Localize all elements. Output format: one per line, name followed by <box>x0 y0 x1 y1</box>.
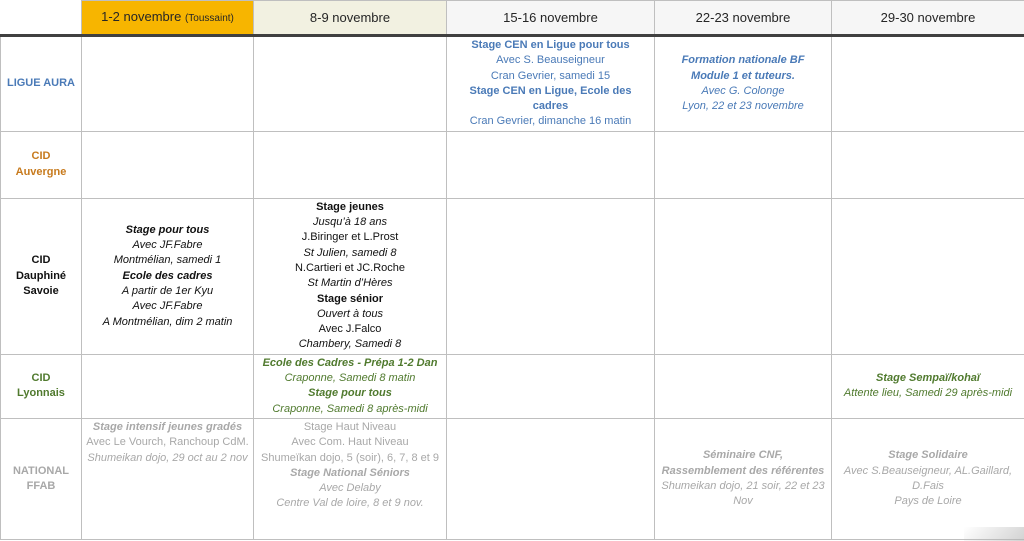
event-line: Séminaire CNF, <box>702 449 784 462</box>
row-cid-auvergne <box>1 131 1024 198</box>
cell-lyonnais-week-2 <box>254 354 447 418</box>
event-line: Avec Le Vourch, Ranchoup CdM. <box>86 436 249 449</box>
event-line: Centre Val de loire, 8 et 9 nov. <box>276 497 424 510</box>
row-label-cid-lyonnais <box>1 354 82 418</box>
cell-national-week-1 <box>82 418 254 539</box>
event-line: Avec J.Falco <box>318 323 382 336</box>
row-label-line: CID <box>31 254 51 267</box>
cell-ligue-aura-week-3 <box>447 36 655 132</box>
event-line: Shumeikan dojo, 21 soir, 22 et 23 Nov <box>661 479 825 508</box>
cell-dauphine-week-3 <box>447 198 655 354</box>
cell-dauphine-week-2 <box>254 198 447 354</box>
event-line: Stage CEN en Ligue pour tous <box>471 39 630 51</box>
event-line: Craponne, Samedi 8 matin <box>284 372 416 385</box>
cell-national-week-2 <box>254 418 447 539</box>
cell-auvergne-week-4 <box>655 131 832 198</box>
event-line: Stage Haut Niveau <box>303 420 397 433</box>
event-line: Stage jeunes <box>316 200 384 213</box>
header-week-5: 29-30 novembre <box>832 1 1024 36</box>
event-line: A partir de 1er Kyu <box>121 284 214 297</box>
event-line: Formation nationale BF <box>681 54 805 67</box>
event-line: Rassemblement des référentes <box>661 464 825 477</box>
page-corner-shadow <box>964 527 1024 541</box>
event-line: Jusqu’à 18 ans <box>313 216 387 229</box>
event-line: Shumeikan dojo, 29 oct au 2 nov <box>87 451 248 464</box>
event-line: Montmélian, samedi 1 <box>113 254 222 267</box>
cell-ligue-aura-week-1 <box>82 36 254 132</box>
event-line: Shumeïkan dojo, 5 (soir), 6, 7, 8 et 9 <box>261 451 439 464</box>
event-line: Stage intensif jeunes gradés <box>92 420 243 433</box>
cell-dauphine-week-4 <box>655 198 832 354</box>
event-line: Avec Com. Haut Niveau <box>291 436 409 449</box>
header-week-4: 22-23 novembre <box>655 1 832 36</box>
event-line: Pays de Loire <box>894 495 962 508</box>
row-cid-dauphine-savoie <box>1 198 1024 354</box>
event-line: Module 1 et tuteurs. <box>691 69 795 82</box>
event-line: Avec G. Colonge <box>701 84 785 97</box>
event-line: Avec S.Beauseigneur, AL.Gaillard, D.Fais <box>843 464 1013 492</box>
cell-auvergne-week-3 <box>447 131 655 198</box>
event-line: Stage Sempaï/kohaï <box>876 372 980 385</box>
header-week-1-note: (Toussaint) <box>184 12 234 24</box>
event-line: Stage sénior <box>316 292 384 305</box>
event-line: Stage pour tous <box>125 223 210 236</box>
cell-ligue-aura-week-4 <box>655 36 832 132</box>
event-line: Lyon, 22 et 23 novembre <box>682 100 804 113</box>
event-line: Ouvert à tous <box>316 307 384 320</box>
event-line: Ecole des Cadres - Prépa 1-2 Dan <box>262 356 438 369</box>
row-label-line: FFAB <box>26 479 56 492</box>
event-line: Cran Gevrier, dimanche 16 matin <box>469 115 632 128</box>
cell-lyonnais-week-1 <box>82 354 254 418</box>
header-week-2: 8-9 novembre <box>254 1 447 36</box>
cell-ligue-aura-week-5 <box>832 36 1024 132</box>
cell-lyonnais-week-4 <box>655 354 832 418</box>
event-line: Avec JF.Fabre <box>132 239 203 252</box>
event-line: Craponne, Samedi 8 après-midi <box>272 402 428 415</box>
cell-dauphine-week-1 <box>82 198 254 354</box>
cell-lyonnais-week-5 <box>832 354 1024 418</box>
event-line: Avec Delaby <box>319 482 381 495</box>
event-line: Stage pour tous <box>308 387 392 400</box>
row-national-ffab <box>1 418 1024 539</box>
event-line: St Martin d’Hères <box>307 277 393 290</box>
cell-auvergne-week-1 <box>82 131 254 198</box>
header-week-1 <box>82 1 254 36</box>
row-label-line: CID <box>31 150 51 163</box>
event-line: Stage National Séniors <box>290 466 410 479</box>
cell-national-week-5 <box>832 418 1024 539</box>
row-label-cid-auvergne <box>1 131 82 198</box>
event-line: Avec S. Beauseigneur <box>496 54 605 67</box>
row-label-line: Dauphiné <box>15 269 67 282</box>
cell-national-week-4 <box>655 418 832 539</box>
row-ligue-aura <box>1 36 1024 132</box>
event-line: N.Cartieri et JC.Roche <box>294 261 406 274</box>
row-label-cid-dauphine-savoie <box>1 198 82 354</box>
row-label-ligue-aura: LIGUE AURA <box>1 36 82 132</box>
row-label-line: Lyonnais <box>17 387 65 400</box>
cell-auvergne-week-2 <box>254 131 447 198</box>
event-line: Ecole des cadres <box>122 269 213 282</box>
event-line: Avec JF.Fabre <box>132 300 203 313</box>
row-label-line: Savoie <box>23 284 59 297</box>
event-line: Chambery, Samedi 8 <box>298 338 402 351</box>
row-label-national-ffab <box>1 418 82 539</box>
cell-lyonnais-week-3 <box>447 354 655 418</box>
row-label-line: NATIONAL <box>12 464 69 477</box>
event-line: Cran Gevrier, samedi 15 <box>490 69 611 82</box>
cell-ligue-aura-week-2 <box>254 36 447 132</box>
cell-national-week-3 <box>447 418 655 539</box>
event-line: Stage Solidaire <box>888 449 968 462</box>
row-label-line: Auvergne <box>15 165 67 178</box>
cell-dauphine-week-5 <box>832 198 1024 354</box>
row-cid-lyonnais <box>1 354 1024 418</box>
header-row <box>1 1 1024 36</box>
header-week-3: 15-16 novembre <box>447 1 655 36</box>
row-label-line: CID <box>31 372 51 385</box>
header-week-1-label: 1-2 novembre <box>101 8 182 24</box>
cell-auvergne-week-5 <box>832 131 1024 198</box>
event-line: St Julien, samedi 8 <box>303 246 397 259</box>
event-line: Attente lieu, Samedi 29 après-midi <box>843 387 1013 400</box>
header-corner <box>1 1 82 36</box>
event-line: A Montmélian, dim 2 matin <box>102 315 233 328</box>
event-line: Stage CEN en Ligue, Ecole des cadres <box>469 84 632 113</box>
event-line: J.Biringer et L.Prost <box>301 231 399 244</box>
